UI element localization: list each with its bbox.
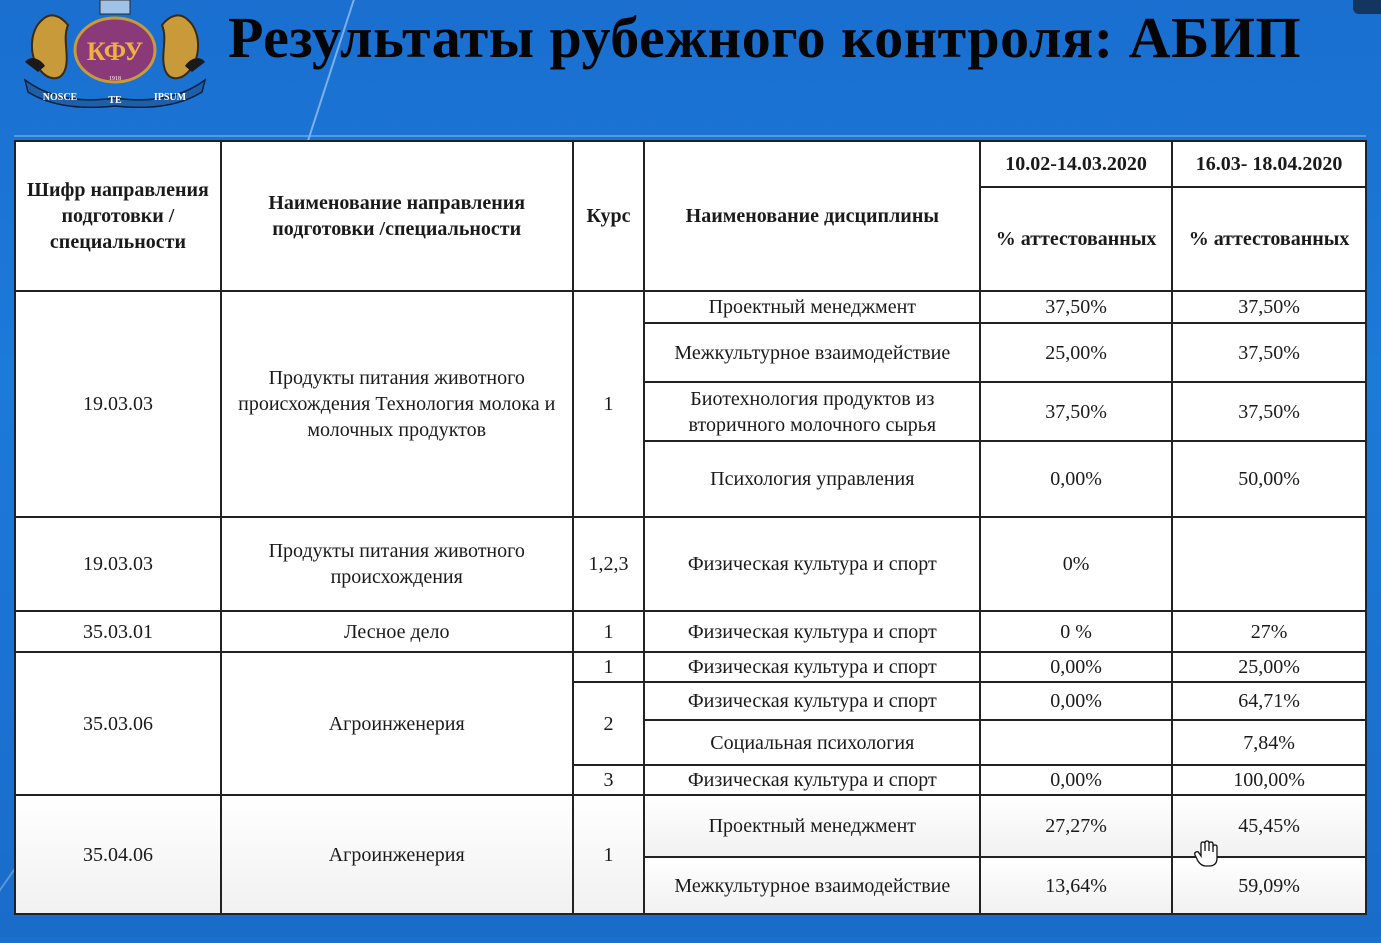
cell-p1: 0,00% xyxy=(980,441,1172,517)
header-period1: 10.02-14.03.2020 xyxy=(980,141,1172,187)
header-course: Курс xyxy=(573,141,645,291)
cell-discipline: Биотехнология продуктов из вторичного молочного сырья xyxy=(644,382,980,441)
cell-course: 1 xyxy=(573,611,645,652)
cell-p2: 64,71% xyxy=(1172,682,1366,720)
cell-course: 2 xyxy=(573,682,645,765)
table-row xyxy=(15,652,1366,682)
header-code: Шифр направления подготовки /специальности xyxy=(15,141,221,291)
cell-p2: 59,09% xyxy=(1172,857,1366,914)
cell-p2: 37,50% xyxy=(1172,291,1366,323)
kfu-logo xyxy=(20,0,210,108)
cell-p2: 25,00% xyxy=(1172,652,1366,682)
title-divider xyxy=(14,135,1366,137)
cell-discipline: Физическая культура и спорт xyxy=(644,611,980,652)
cell-code: 19.03.03 xyxy=(15,291,221,517)
cell-p1: 27,27% xyxy=(980,795,1172,857)
cell-p2: 37,50% xyxy=(1172,323,1366,382)
cell-p1: 37,50% xyxy=(980,291,1172,323)
window-corner-tab xyxy=(1353,0,1381,14)
cell-p1 xyxy=(980,720,1172,765)
cell-p1: 0 % xyxy=(980,611,1172,652)
cell-code: 35.03.01 xyxy=(15,611,221,652)
cell-direction: Агроинженерия xyxy=(221,652,573,795)
results-table xyxy=(14,140,1367,915)
cell-code: 35.04.06 xyxy=(15,795,221,914)
cell-discipline: Межкультурное взаимодействие xyxy=(644,323,980,382)
slide-title: Результаты рубежного контроля: АБИП xyxy=(228,5,1302,70)
cell-code: 35.03.06 xyxy=(15,652,221,795)
cell-p1: 37,50% xyxy=(980,382,1172,441)
cell-p2: 45,45% xyxy=(1172,795,1366,857)
cell-course: 1 xyxy=(573,291,645,517)
cell-course: 1,2,3 xyxy=(573,517,645,611)
cell-direction: Лесное дело xyxy=(221,611,573,652)
cell-discipline: Физическая культура и спорт xyxy=(644,652,980,682)
cell-p1: 13,64% xyxy=(980,857,1172,914)
svg-text:1918: 1918 xyxy=(109,76,121,82)
cell-p2: 50,00% xyxy=(1172,441,1366,517)
header-row xyxy=(15,141,1366,187)
cell-p1: 0,00% xyxy=(980,765,1172,795)
cell-discipline: Социальная психология xyxy=(644,720,980,765)
svg-text:КФУ: КФУ xyxy=(86,37,144,66)
cell-p1: 0,00% xyxy=(980,652,1172,682)
cell-direction: Продукты питания животного происхождения xyxy=(221,517,573,611)
cell-discipline: Межкультурное взаимодействие xyxy=(644,857,980,914)
cell-code: 19.03.03 xyxy=(15,517,221,611)
header-direction: Наименование направления подготовки /специальности xyxy=(221,141,573,291)
table-row xyxy=(15,291,1366,323)
svg-text:IPSUM: IPSUM xyxy=(153,92,187,103)
cell-discipline: Физическая культура и спорт xyxy=(644,682,980,720)
cell-discipline: Психология управления xyxy=(644,441,980,517)
cell-course: 3 xyxy=(573,765,645,795)
header-discipline: Наименование дисциплины xyxy=(644,141,980,291)
cell-p2 xyxy=(1172,517,1366,611)
header-period1-sub: % аттестованных xyxy=(980,187,1172,291)
header-period2-sub: % аттестованных xyxy=(1172,187,1366,291)
cell-course: 1 xyxy=(573,795,645,914)
cell-discipline: Физическая культура и спорт xyxy=(644,517,980,611)
cell-p2: 100,00% xyxy=(1172,765,1366,795)
cell-p1: 25,00% xyxy=(980,323,1172,382)
cell-direction: Продукты питания животного происхождения Технология молока и молочных продуктов xyxy=(221,291,573,517)
cell-discipline: Проектный менеджмент xyxy=(644,795,980,857)
svg-text:TE: TE xyxy=(108,95,122,106)
table-row xyxy=(15,611,1366,652)
cell-discipline: Физическая культура и спорт xyxy=(644,765,980,795)
cell-p2: 7,84% xyxy=(1172,720,1366,765)
cell-direction: Агроинженерия xyxy=(221,795,573,914)
svg-text:NOSCE: NOSCE xyxy=(42,92,78,103)
table-row xyxy=(15,517,1366,611)
cell-discipline: Проектный менеджмент xyxy=(644,291,980,323)
table-row xyxy=(15,795,1366,857)
cell-course: 1 xyxy=(573,652,645,682)
cell-p2: 27% xyxy=(1172,611,1366,652)
cell-p1: 0% xyxy=(980,517,1172,611)
cell-p1: 0,00% xyxy=(980,682,1172,720)
hand-pointer-icon xyxy=(1193,840,1219,868)
cell-p2: 37,50% xyxy=(1172,382,1366,441)
header-period2: 16.03- 18.04.2020 xyxy=(1172,141,1366,187)
